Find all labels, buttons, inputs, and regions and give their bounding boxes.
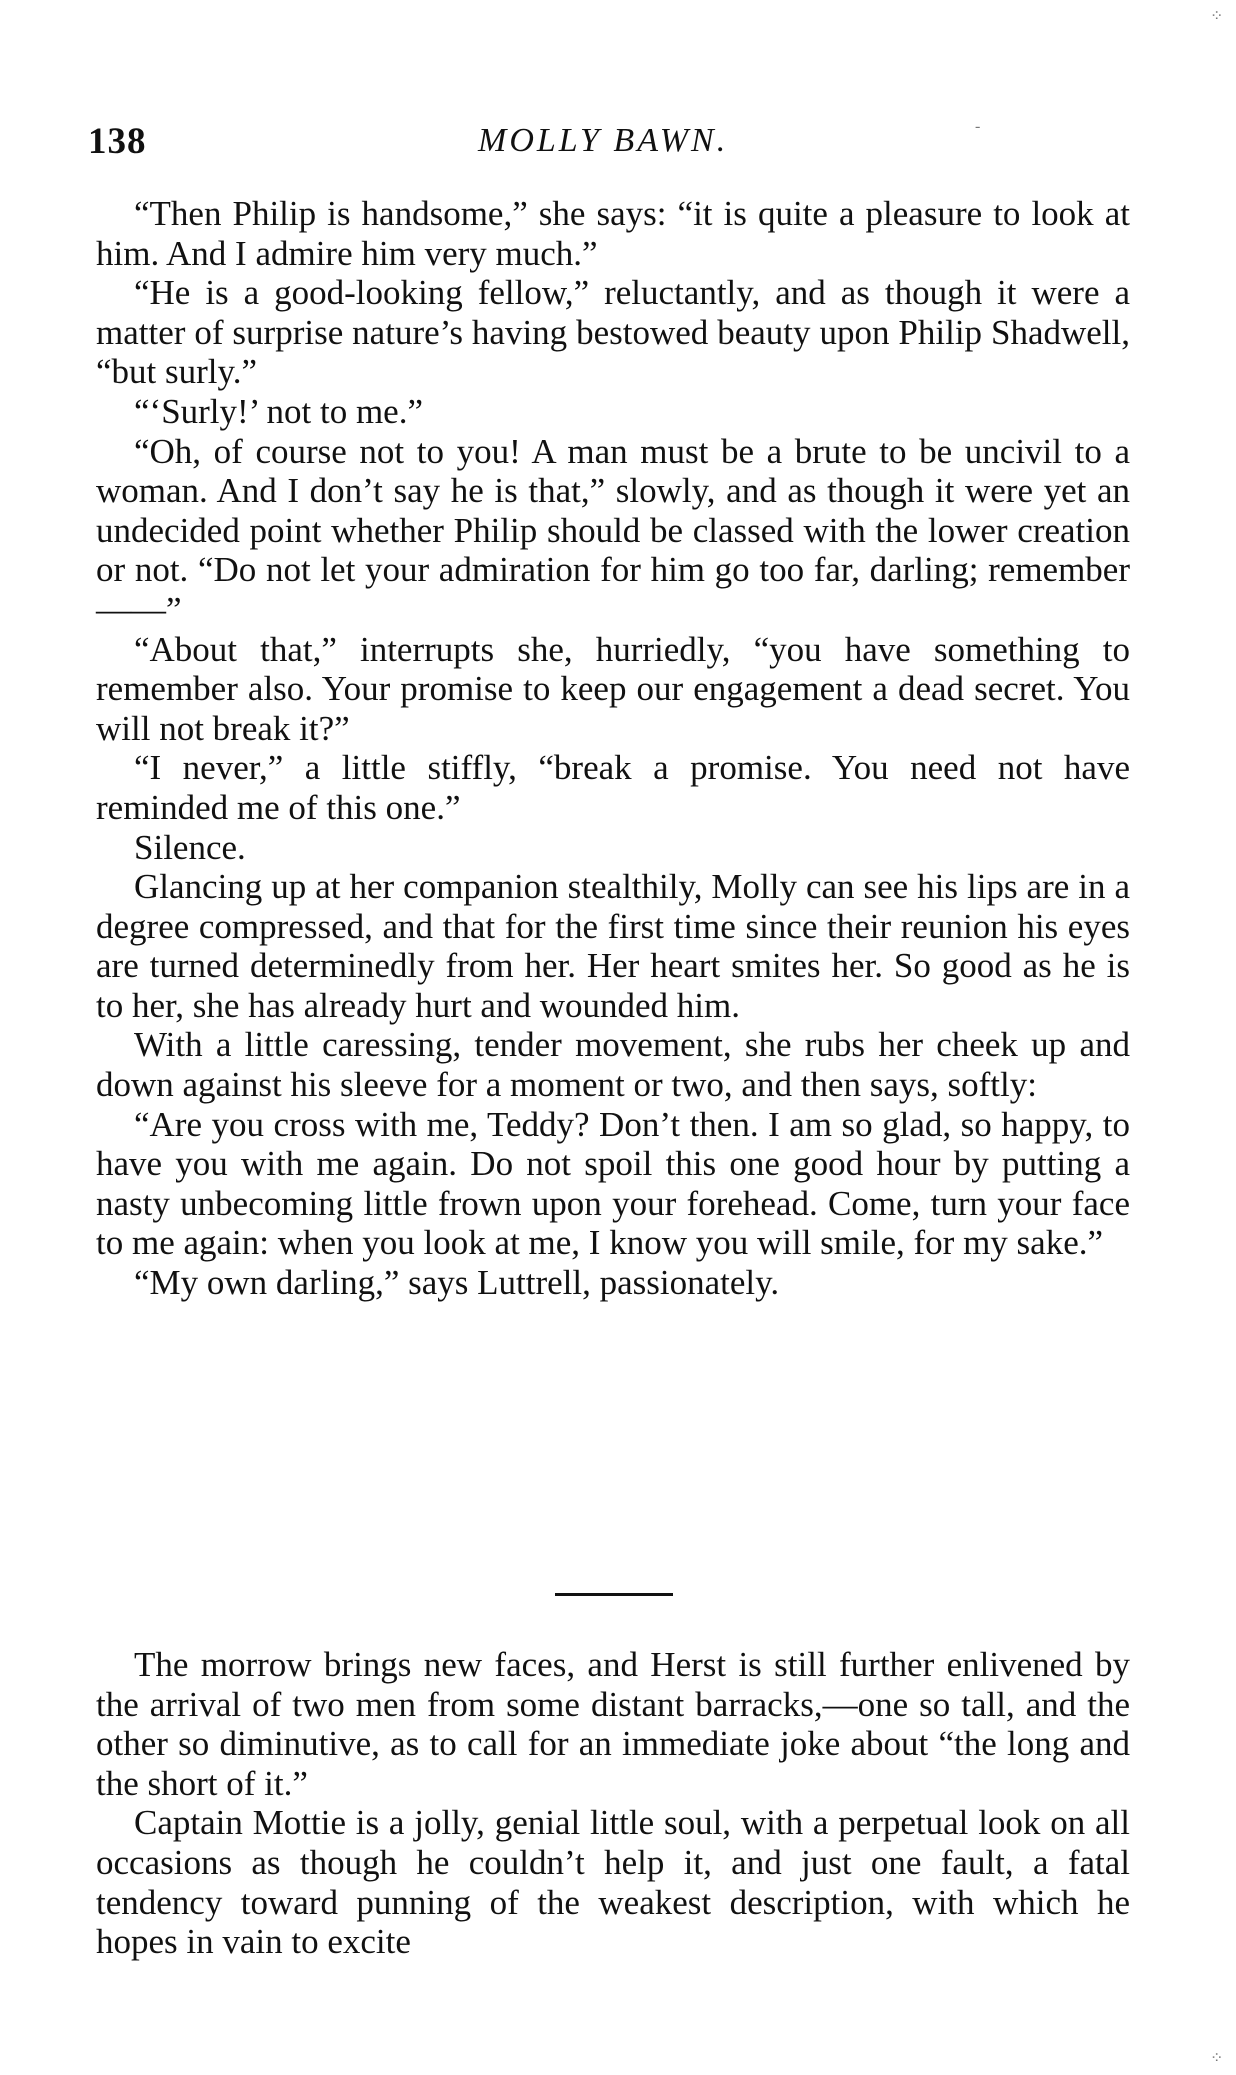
scene-break-rule <box>555 1593 673 1596</box>
paragraph: “He is a good-looking fellow,” reluctantly, and as though it were a matter of surprise nature’s having bestowed beauty upon Philip Shadwell, “but surly.” <box>96 273 1130 392</box>
paragraph: Silence. <box>134 827 246 867</box>
page-header <box>88 120 1128 176</box>
paragraph: “I never,” a little stiffly, “break a promise. You need not have reminded me of this one.” <box>96 748 1130 827</box>
body-text-top <box>96 194 1130 1303</box>
body-text-bottom <box>96 1645 1130 1962</box>
scan-speck: ⁘ <box>1210 8 1224 25</box>
paragraph: The morrow brings new faces, and Herst is still further enlivened by the arrival of two men from some distant barracks,—one so tall, and the other so diminutive, as to call for an immediate joke about “the long and the short of it.” <box>96 1645 1130 1803</box>
paragraph: “My own darling,” says Luttrell, passionately. <box>134 1263 780 1303</box>
paragraph: “Are you cross with me, Teddy? Don’t then. I am so glad, so happy, to have you with me again. Do not spoil this one good hour by putting a nasty unbecoming little frown upon your forehead. Come, turn your face to me again: when you look at me, I know you will smile, for my sake.” <box>96 1104 1130 1263</box>
paragraph: “About that,” interrupts she, hurriedly, “you have something to remember also. Your promise to keep our engagement a dead secret. You will not break it?” <box>96 629 1130 748</box>
paragraph: “Oh, of course not to you! A man must be a brute to be uncivil to a woman. And I don’t say he is that,” slowly, and as though it were yet an undecided point whether Philip should be classed with the lower creation or not. “Do not let your admiration for him go too far, darling; remember——” <box>96 431 1130 629</box>
paragraph: Glancing up at her companion stealthily, Molly can see his lips are in a degree compressed, and that for the first time since their reunion his eyes are turned determinedly from her. Her heart smites her. So good as he is to her, she has already hurt and wounded him. <box>96 867 1130 1025</box>
paragraph: With a little caressing, tender movement, she rubs her cheek up and down against his sleeve for a moment or two, and then says, softly: <box>96 1025 1130 1105</box>
paragraph: “‘Surly!’ not to me.” <box>134 391 423 431</box>
scan-speck: - <box>975 118 981 135</box>
scan-speck: ⁘ <box>1210 2050 1224 2067</box>
page-number: 138 <box>88 121 147 162</box>
paragraph: Captain Mottie is a jolly, genial little soul, with a perpetual look on all occasions as though he couldn’t help it, and just one fault, a fatal tendency toward punning of the weakest description, with which he hopes in vain to excite <box>96 1803 1130 1962</box>
paragraph: “Then Philip is handsome,” she says: “it is quite a pleasure to look at him. And I admire him very much.” <box>96 194 1130 273</box>
running-title: MOLLY BAWN. <box>478 122 729 159</box>
